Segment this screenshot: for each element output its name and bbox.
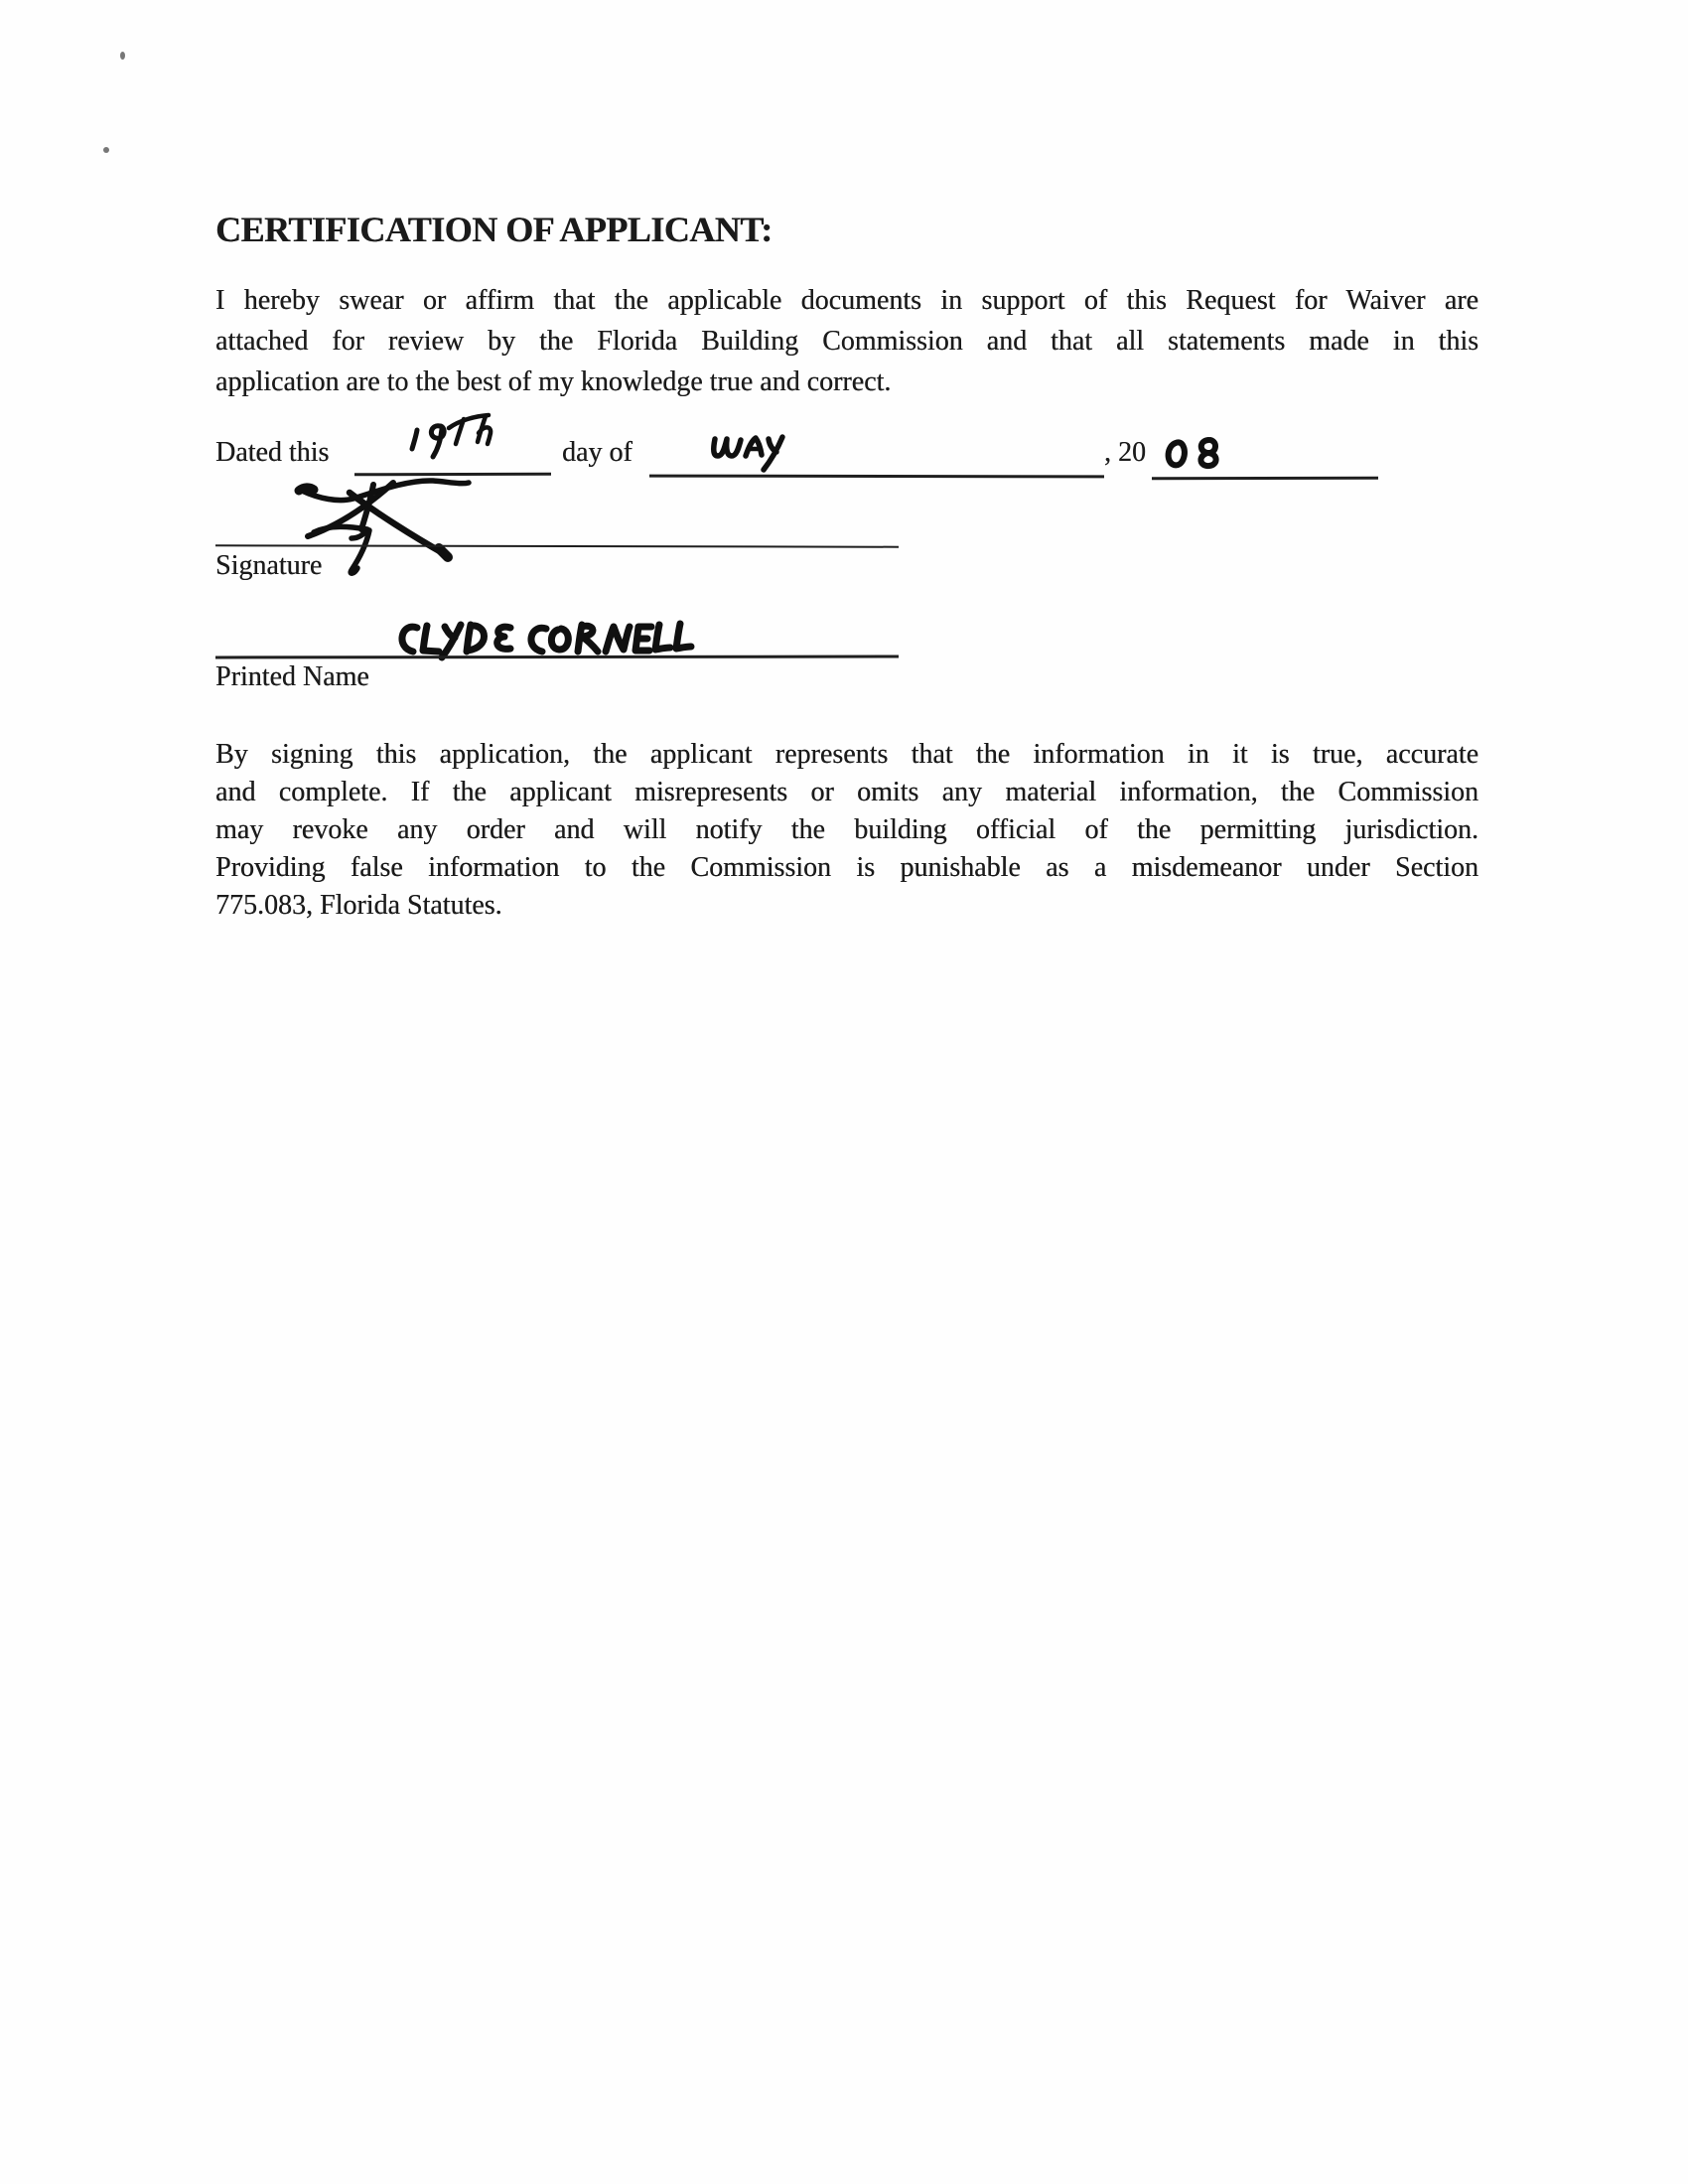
handwritten-year	[1162, 433, 1229, 473]
year-prefix-label: , 20	[1104, 437, 1146, 468]
paragraph-line: may revoke any order and will notify the building official of the permitting jurisdiction.	[215, 814, 1478, 845]
paragraph-line: and complete. If the applicant misrepresents or omits any material information, the Commission	[215, 777, 1478, 807]
paragraph-line: By signing this application, the applicant represents that the information in it is true, accurate	[215, 739, 1478, 770]
paragraph-line: attached for review by the Florida Building Commission and that all statements made in this	[215, 326, 1478, 357]
legal-notice-paragraph	[215, 736, 1478, 925]
dated-this-label: Dated this	[215, 437, 330, 468]
handwritten-month	[705, 429, 809, 475]
affirmation-paragraph	[215, 280, 1478, 402]
paragraph-line: I hereby swear or affirm that the applicable documents in support of this Request for Waiver are	[215, 285, 1478, 316]
signature-label: Signature	[215, 550, 323, 581]
printed-name-label: Printed Name	[215, 661, 369, 692]
scan-speck	[120, 52, 125, 60]
handwritten-printed-name	[387, 614, 715, 661]
day-of-label: day of	[562, 437, 633, 468]
scan-speck	[103, 147, 109, 153]
month-blank-line	[649, 475, 1104, 479]
year-blank-line	[1152, 477, 1378, 480]
certification-heading: CERTIFICATION OF APPLICANT:	[215, 210, 773, 249]
paragraph-line: Providing false information to the Commission is punishable as a misdemeanor under Section	[215, 852, 1478, 883]
handwritten-day	[402, 412, 506, 468]
printed-name-line	[215, 655, 899, 659]
paragraph-line: 775.083, Florida Statutes.	[215, 890, 502, 921]
handwritten-signature	[294, 475, 483, 579]
paragraph-line: application are to the best of my knowledge true and correct.	[215, 366, 892, 397]
